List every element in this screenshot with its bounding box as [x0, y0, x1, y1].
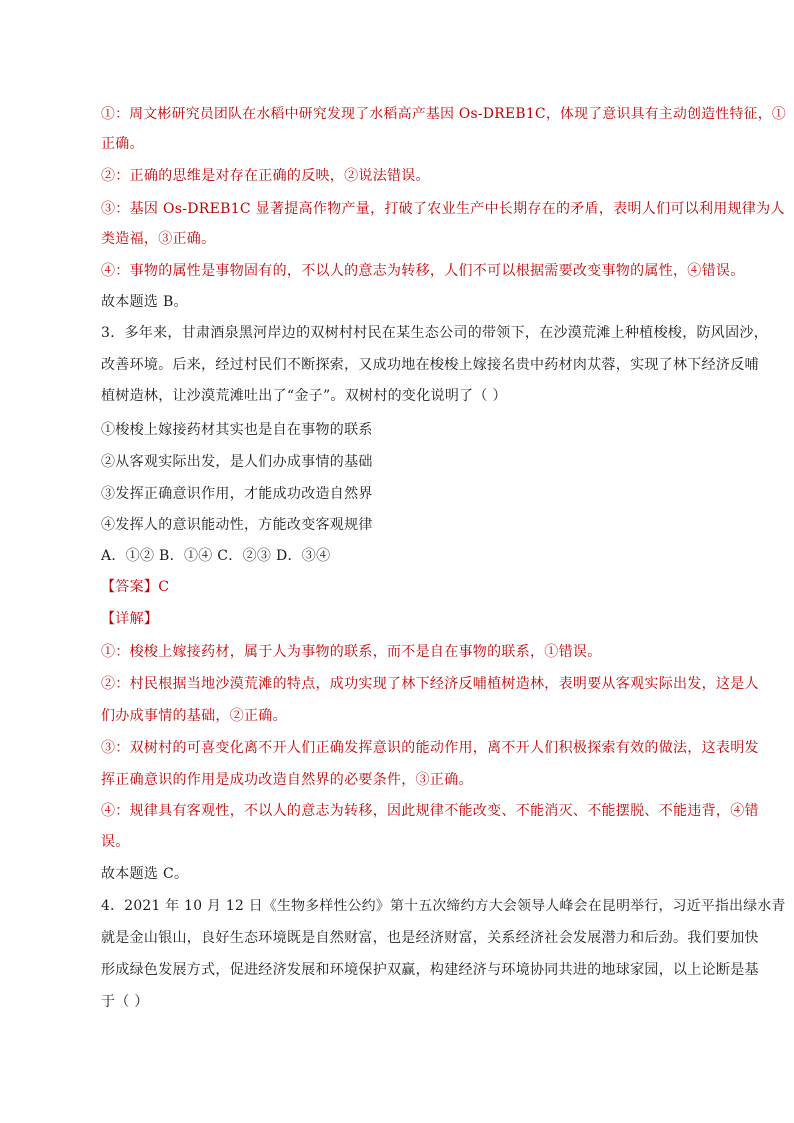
q3-explanation-line-4: ③：双树村的可喜变化离不开人们正确发挥意识的能动作用，离不开人们积极探索有效的做法，这表明发 — [101, 740, 759, 756]
q3-statement-3: ③发挥正确意识作用，才能成功改造自然界 — [101, 486, 373, 502]
q4-stem-line-4: 于（ ） — [101, 994, 149, 1010]
q3-detail-label: 【详解】 — [101, 611, 159, 627]
prev-explanation-line-5: 类造福，③正确。 — [101, 231, 216, 247]
q4-stem-line-1: 4．2021 年 10 月 12 日《生物多样性公约》第十五次缔约方大会领导人峰会在昆明举行，习近平指出绿水青 — [101, 898, 786, 914]
q3-explanation-line-5: 挥正确意识的作用是成功改造自然界的必要条件，③正确。 — [101, 772, 473, 788]
q3-answer — [101, 577, 169, 597]
q3-conclusion: 故本题选 C。 — [101, 866, 189, 882]
q3-stem-line-3: 植树造林，让沙漠荒滩吐出了“金子”。双树村的变化说明了（ ） — [101, 388, 507, 404]
q3-explanation-line-2: ②：村民根据当地沙漠荒滩的特点，成功实现了林下经济反哺植树造林，表明要从客观实际出发，这是人 — [101, 676, 759, 692]
q3-explanation-line-3: 们办成事情的基础，②正确。 — [101, 708, 287, 724]
prev-explanation-line-4: ③：基因 Os-DREB1C 显著提高作物产量，打破了农业生产中长期存在的矛盾，表明人们可以利用规律为人 — [101, 201, 785, 217]
q3-statement-4: ④发挥人的意识能动性，方能改变客观规律 — [101, 517, 373, 533]
q3-statement-1: ①梭梭上嫁接药材其实也是自在事物的联系 — [101, 422, 373, 438]
q3-statement-2: ②从客观实际出发，是人们办成事情的基础 — [101, 454, 373, 470]
q3-stem-line-2: 改善环境。后来，经过村民们不断探索，又成功地在梭梭上嫁接名贵中药材肉苁蓉，实现了林下经济反哺 — [101, 357, 759, 373]
answer-label: 【答案】 — [101, 579, 159, 595]
q3-stem-line-1: 3．多年来，甘肃酒泉黑河岸边的双树村村民在某生态公司的带领下，在沙漠荒滩上种植梭梭，防风固沙， — [101, 325, 769, 341]
prev-conclusion: 故本题选 B。 — [101, 294, 188, 310]
q3-explanation-line-7: 误。 — [101, 834, 130, 850]
q3-options: A．①② B．①④ C．②③ D．③④ — [101, 548, 331, 564]
prev-explanation-line-3: ②：正确的思维是对存在正确的反映，②说法错误。 — [101, 168, 430, 184]
prev-explanation-line-2: 正确。 — [101, 136, 144, 152]
q4-stem-line-2: 就是金山银山，良好生态环境既是自然财富，也是经济财富，关系经济社会发展潜力和后劲。我们要加快 — [101, 930, 759, 946]
q3-explanation-line-6: ④：规律具有客观性，不以人的意志为转移，因此规律不能改变、不能消灭、不能摆脱、不能违背，④错 — [101, 803, 759, 819]
q3-explanation-line-1: ①：梭梭上嫁接药材，属于人为事物的联系，而不是自在事物的联系，①错误。 — [101, 644, 602, 660]
prev-explanation-line-1: ①：周文彬研究员团队在水稻中研究发现了水稻高产基因 Os-DREB1C，体现了意识具有主动创造性特征，① — [101, 106, 787, 122]
prev-explanation-line-6: ④：事物的属性是事物固有的，不以人的意志为转移，人们不可以根据需要改变事物的属性，④错误。 — [101, 263, 745, 279]
answer-value: C — [158, 579, 170, 595]
q4-stem-line-3: 形成绿色发展方式，促进经济发展和环境保护双赢，构建经济与环境协同共进的地球家园，以上论断是基 — [101, 962, 759, 978]
